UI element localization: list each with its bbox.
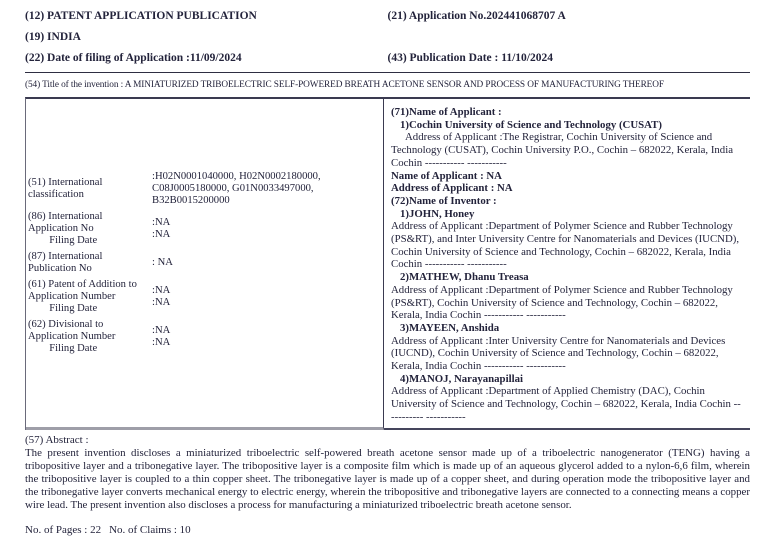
page-count: No. of Pages : 22 [25,523,102,536]
field-label: (61) Patent of Addition to Application Number Filing Date [28,278,137,314]
publication-type: (12) PATENT APPLICATION PUBLICATION [25,10,257,22]
inventor-name: 1)JOHN, Honey [400,207,475,220]
invention-title: (54) Title of the invention : A MINIATURIZED TRIBOELECTRIC SELF-POWERED BREATH ACETONE SENSOR AND PROCESS OF MANUFACTURING THEREOF [25,80,664,90]
field-value: : NA [152,256,173,268]
applicant-address: Address of Applicant :The Registrar, Cochin University of Science and Technology (CUSAT), Cochin University P.O., Cochin – 682022, Kerala, India Cochin ----------- ----------- [391,131,733,169]
field-intl-application-no [28,211,381,247]
field-intl-classification [28,171,381,207]
abstract-label: (57) Abstract : [25,433,89,446]
field-intl-publication-no [28,251,381,275]
classification-panel [26,99,384,430]
field-value: :NA :NA [152,324,171,348]
inventor-address: Address of Applicant :Inter University Centre for Nanomaterials and Devices (IUCND), Cochin University of Science and Technology, Cochin – 682022, Kerala, India Cochin ----------- ----------- [391,334,726,373]
inventor-name: 3)MAYEEN, Anshida [400,321,500,334]
inventor-address: Address of Applicant :Department of Polymer Science and Rubber Technology (PS&RT), and Inter University Centre for Nanomaterials and Devices (IUCND), Cochin University of Science and Technology, Cochin – 682022, Kerala, India Cochin ----------- ----------- [391,220,740,271]
inventor-name: 2)MATHEW, Dhanu Treasa [400,271,529,284]
inventor-address: Address of Applicant :Department of Applied Chemistry (DAC), Cochin University of Science and Technology, Cochin – 682022, Kerala, India Cochin ----------- ----------- [391,385,741,423]
header-block [25,6,750,69]
field-value: :NA :NA [152,216,171,240]
applicant-na-name: Name of Applicant : NA [391,169,502,182]
footer-stats [25,524,750,536]
filing-date: (22) Date of filing of Application :11/09/2024 [25,52,242,64]
applicant-name: 1)Cochin University of Science and Technology (CUSAT) [400,118,662,131]
field-patent-of-addition [28,279,381,315]
field-value: :NA :NA [152,284,171,308]
field-label: (51) International classification [28,176,103,200]
inventor-address: Address of Applicant :Department of Polymer Science and Rubber Technology (PS&RT), Cochin University of Science and Technology, Cochin – 682022, Kerala, India Cochin ----------- ----------- [391,283,733,322]
abstract-body: The present invention discloses a miniaturized triboelectric self-powered breath acetone sensor made up of a triboelectric nanogenerator (TENG) having a tribopositive layer and a tribonegative layer. The tribopositive layer is a composite film which is made up of an aqueous glycerol added to a nylon-6,6 film, wherein the tribopositive layer is coupled to a thin copper sheet. The tribonegative layer is made up of a copper sheet, and during operation mode the tribopositive layer and the tribonegative layer converts mechanical energy to electric energy, wherein the tribopositive and tribonegative layers are connected to a connecting means a copper wire lead. The present invention also discloses a process for manufacturing a miniaturized triboelectric breath acetone sensor. [25,446,750,511]
field-label: (86) International Application No Filing Date [28,210,103,246]
applicant-heading: (71)Name of Applicant : [391,106,502,118]
inventor-name: 4)MANOJ, Narayanapillai [400,372,523,385]
field-label: (87) International Publication No [28,250,103,274]
application-number: (21) Application No.202441068707 A [387,10,566,22]
applicant-inventor-panel [384,99,750,430]
abstract-section [25,433,750,512]
field-value: :H02N0001040000, H02N0002180000, C08J0005180000, G01N0033497000, B32B0015200000 [152,170,321,206]
bibliographic-table [25,97,750,430]
inventor-heading: (72)Name of Inventor : [391,194,497,207]
country: (19) INDIA [25,31,81,43]
claim-count: No. of Claims : 10 [109,523,191,536]
field-divisional-to [28,319,381,355]
publication-date: (43) Publication Date : 11/10/2024 [387,52,553,64]
field-label: (62) Divisional to Application Number Filing Date [28,318,116,354]
applicant-na-address: Address of Applicant : NA [391,182,513,195]
header-spacer [388,27,751,48]
